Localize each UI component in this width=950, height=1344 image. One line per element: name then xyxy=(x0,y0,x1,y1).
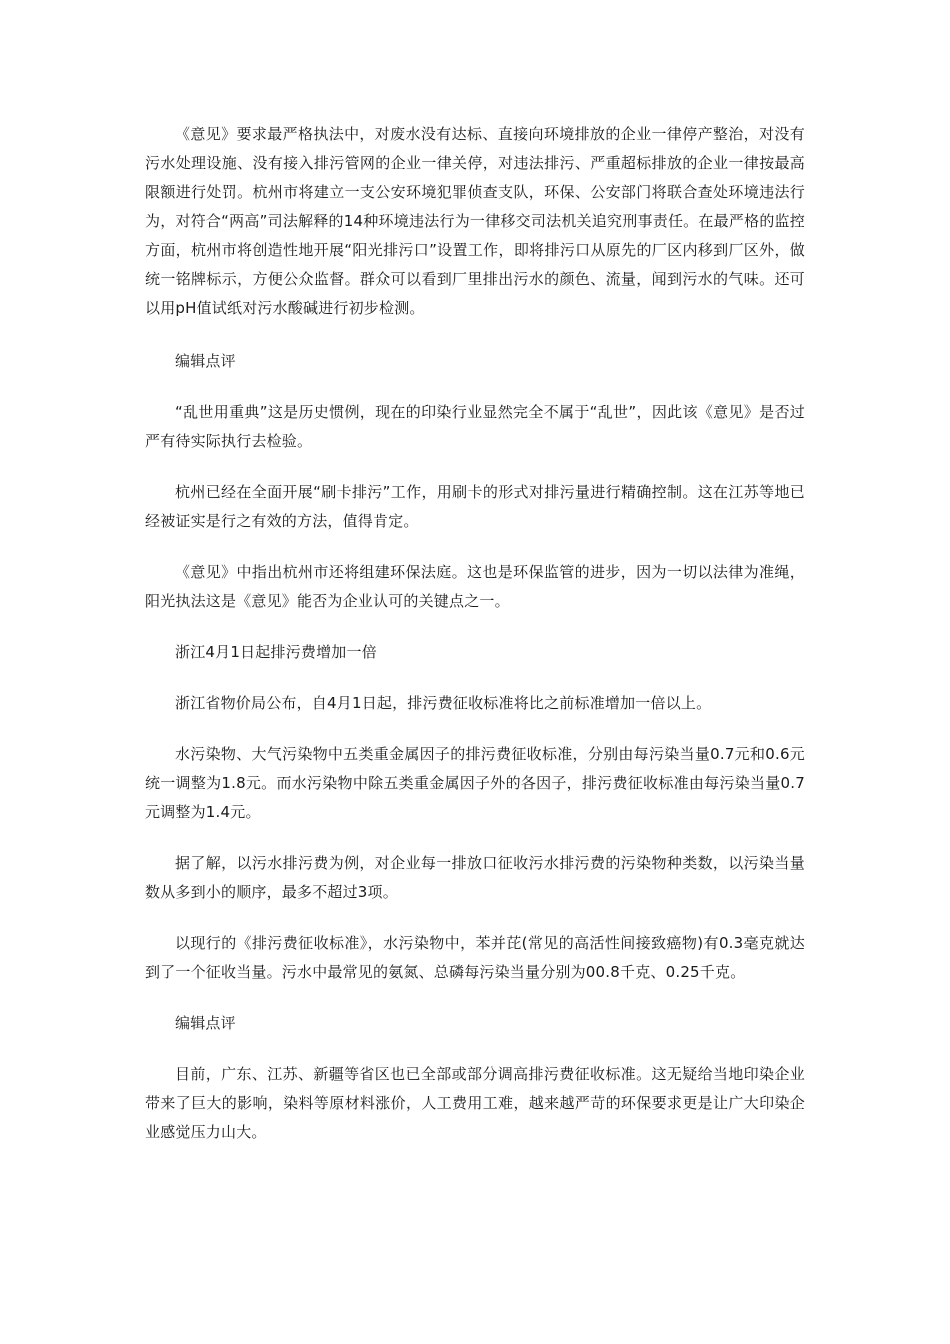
section-label-editor-comment-2: 编辑点评 xyxy=(175,1014,236,1032)
paragraph-comment-card-discharge: 杭州已经在全面开展“刷卡排污”工作，用刷卡的形式对排污量进行精确控制。这在江苏等地已经被证实是行之有效的方法，值得肯定。 xyxy=(145,483,805,530)
paragraph-comment-heavy-penalty: “乱世用重典”这是历史惯例，现在的印染行业显然完全不属于“乱世”，因此该《意见》是否过严有待实际执行去检验。 xyxy=(145,403,805,450)
paragraph-pollutant-item-limit: 据了解，以污水排污费为例，对企业每一排放口征收污水排污费的污染物种类数，以污染当量数从多到小的顺序，最多不超过3项。 xyxy=(145,854,805,901)
paragraph-comment-other-provinces: 目前，广东、江苏、新疆等省区也已全部或部分调高排污费征收标准。这无疑给当地印染企业带来了巨大的影响，染料等原材料涨价，人工费用工难，越来越严苛的环保要求更是让广大印染企业感觉压力山大。 xyxy=(145,1065,805,1141)
paragraph-opinion-enforcement: 《意见》要求最严格执法中，对废水没有达标、直接向环境排放的企业一律停产整治，对没有污水处理设施、没有接入排污管网的企业一律关停，对违法排污、严重超标排放的企业一律按最高限额进行处罚。杭州市将建立一支公安环境犯罪侦查支队，环保、公安部门将联合查处环境违法行为，对符合“两高”司法解释的14种环境违法行为一律移交司法机关追究刑事责任。在最严格的监控方面，杭州市将创造性地开展“阳光排污口”设置工作，即将排污口从原先的厂区内移到厂区外，做统一铭牌标示，方便公众监督。群众可以看到厂里排出污水的颜色、流量，闻到污水的气味。还可以用pH值试纸对污水酸碱进行初步检测。 xyxy=(145,125,805,317)
section-label-editor-comment: 编辑点评 xyxy=(175,352,236,370)
paragraph-current-fee-standard: 以现行的《排污费征收标准》，水污染物中，苯并芘(常见的高活性间接致癌物)有0.3毫克就达到了一个征收当量。污水中最常见的氨氮、总磷每污染当量分别为00.8千克、0.25千克。 xyxy=(145,934,805,981)
paragraph-heavy-metal-fee-standard: 水污染物、大气污染物中五类重金属因子的排污费征收标准，分别由每污染当量0.7元和0.6元统一调整为1.8元。而水污染物中除五类重金属因子外的各因子，排污费征收标准由每污染当量0.7元调整为1.4元。 xyxy=(145,745,805,821)
document-body xyxy=(145,120,805,1147)
paragraph-comment-environmental-court: 《意见》中指出杭州市还将组建环保法庭。这也是环保监管的进步，因为一切以法律为准绳，阳光执法这是《意见》能否为企业认可的关键点之一。 xyxy=(145,563,805,610)
paragraph-price-bureau-announcement: 浙江省物价局公布，自4月1日起，排污费征收标准将比之前标准增加一倍以上。 xyxy=(175,694,712,712)
paragraph-heading-fee-doubled: 浙江4月1日起排污费增加一倍 xyxy=(175,643,377,661)
